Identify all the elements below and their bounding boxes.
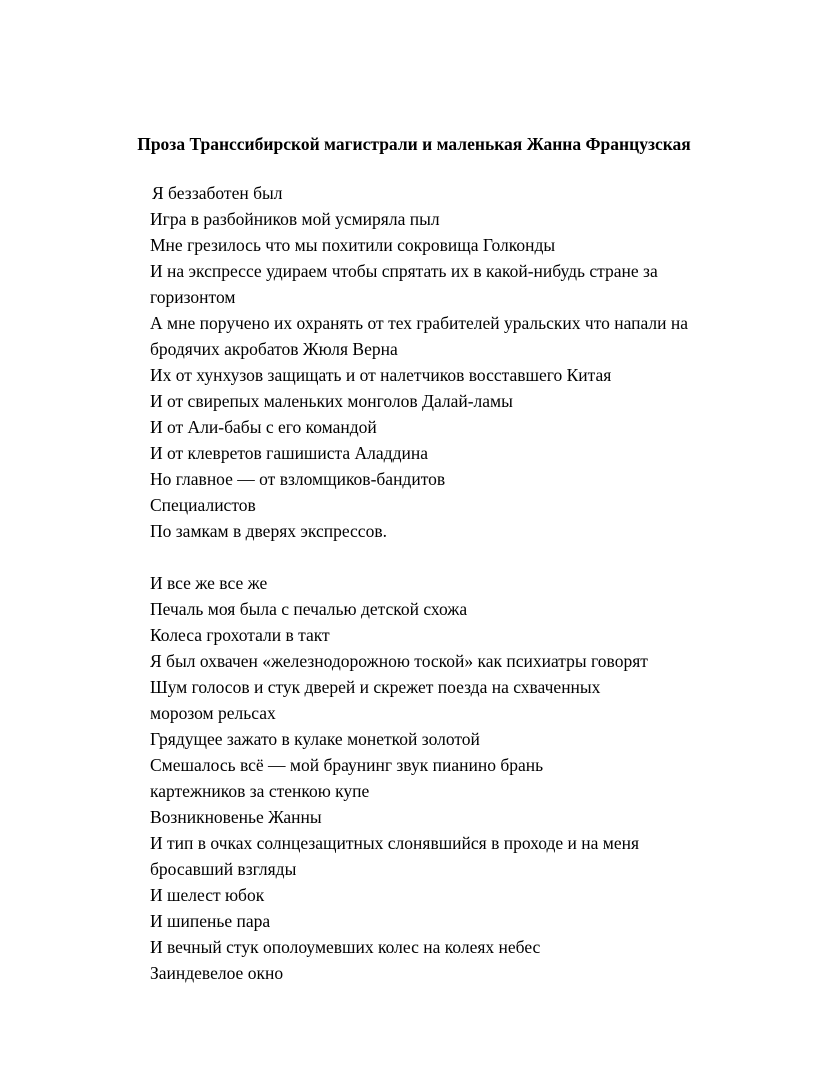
poem-line: И вечный стук ополоумевших колес на колеях небес bbox=[150, 937, 541, 957]
poem-line: А мне поручено их охранять от тех грабителей уральских что напали на bbox=[150, 313, 689, 333]
poem-line: И от свирепых маленьких монголов Далай-ламы bbox=[150, 391, 513, 411]
poem-line: горизонтом bbox=[150, 287, 236, 307]
poem-line: И шипенье пара bbox=[150, 911, 271, 931]
poem-line: Печаль моя была с печалью детской схожа bbox=[150, 599, 468, 619]
poem-line: бросавший взгляды bbox=[150, 859, 297, 879]
poem-line: По замкам в дверях экспрессов. bbox=[150, 521, 387, 541]
poem-line: И на экспрессе удираем чтобы спрятать их в какой-нибудь стране за bbox=[150, 261, 658, 281]
poem-line: Заиндевелое окно bbox=[150, 963, 284, 983]
poem-line: Специалистов bbox=[150, 495, 256, 515]
poem-line: Колеса грохотали в такт bbox=[150, 625, 330, 645]
poem-title: Проза Транссибирской магистрали и маленькая Жанна Французская bbox=[137, 134, 691, 154]
poem-line: Грядущее зажато в кулаке монеткой золотой bbox=[150, 729, 480, 749]
poem-line: Смешалось всё — мой браунинг звук пианино брань bbox=[150, 755, 544, 775]
poem-line: картежников за стенкою купе bbox=[150, 781, 370, 801]
poem-line: Но главное — от взломщиков-бандитов bbox=[150, 469, 446, 489]
poem-line: Я беззаботен был bbox=[152, 183, 283, 203]
poem-line: Их от хунхузов защищать и от налетчиков восставшего Китая bbox=[150, 365, 612, 385]
stanza-1 bbox=[150, 180, 760, 544]
poem-line: И от Али-бабы с его командой bbox=[150, 417, 377, 437]
poem-line: Мне грезилось что мы похитили сокровища Голконды bbox=[150, 235, 556, 255]
stanza-2 bbox=[150, 570, 760, 986]
poem-line: И все же все же bbox=[150, 573, 268, 593]
poem-line: Возникновенье Жанны bbox=[150, 807, 322, 827]
poem-line: И от клевретов гашишиста Аладдина bbox=[150, 443, 428, 463]
poem-line: морозом рельсах bbox=[150, 703, 276, 723]
poem-line: И шелест юбок bbox=[150, 885, 265, 905]
poem-line: бродячих акробатов Жюля Верна bbox=[150, 339, 398, 359]
poem-line: И тип в очках солнцезащитных слонявшийся в проходе и на меня bbox=[150, 833, 640, 853]
poem-line: Игра в разбойников мой усмиряла пыл bbox=[150, 209, 440, 229]
poem-line: Шум голосов и стук дверей и скрежет поезда на схваченных bbox=[150, 677, 601, 697]
poem-line: Я был охвачен «железнодорожною тоской» как психиатры говорят bbox=[150, 651, 648, 671]
